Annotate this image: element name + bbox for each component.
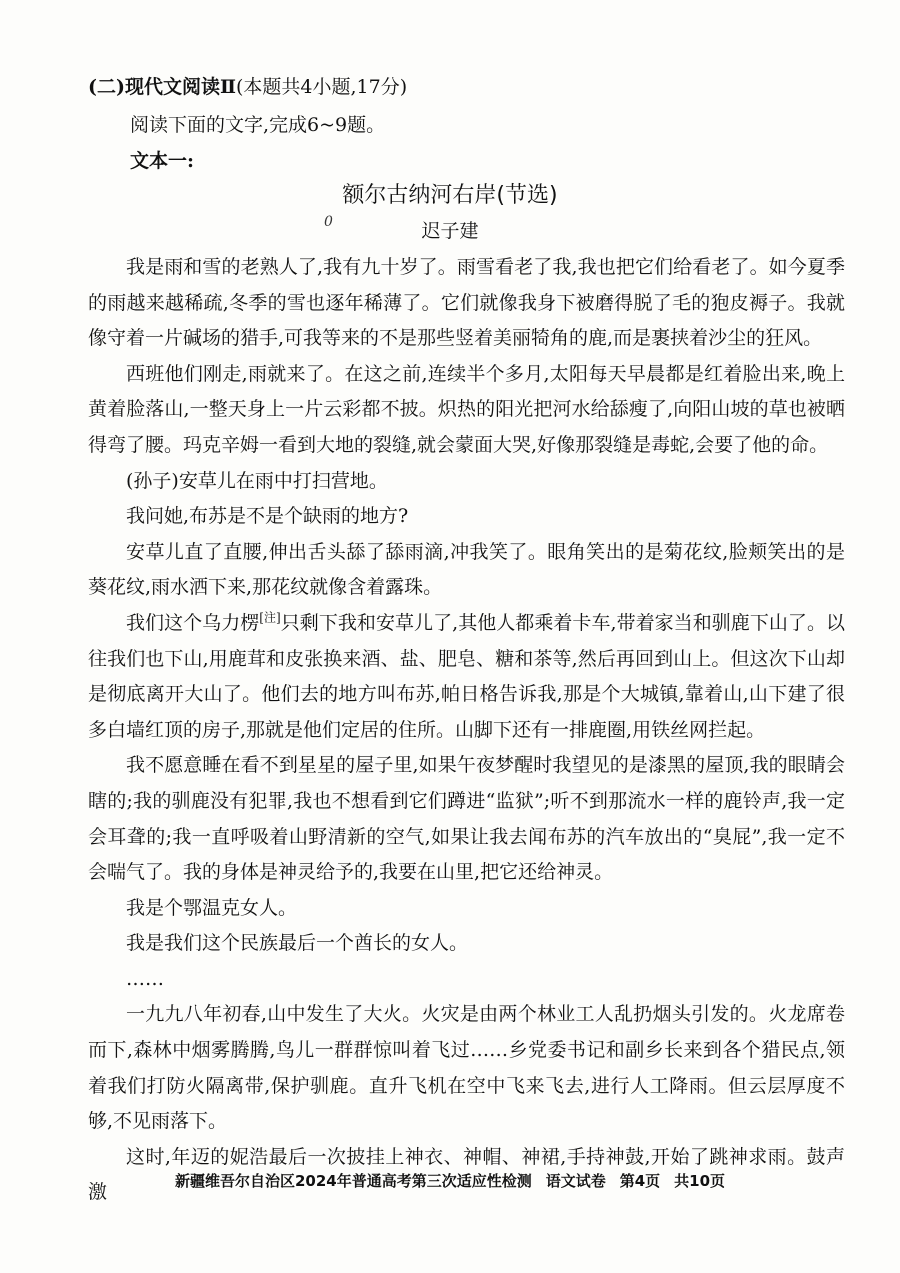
paragraph: 我是我们这个民族最后一个酋长的女人。 <box>126 932 469 955</box>
footer-exam-name: 新疆维吾尔自治区2024年普通高考第三次适应性检测 <box>174 1172 532 1190</box>
article-author: 迟子建 <box>421 220 479 242</box>
section-heading <box>88 73 407 101</box>
paragraph: 我问她,布苏是不是个缺雨的地方? <box>126 505 409 528</box>
article-body <box>88 250 845 1211</box>
footnote-marker: [注] <box>259 610 281 625</box>
section-title: (二)现代文阅读Ⅱ <box>88 76 236 98</box>
paragraph: (孙子)安草儿在雨中打扫营地。 <box>126 469 388 492</box>
reading-instruction: 阅读下面的文字,完成6~9题。 <box>130 114 386 136</box>
paragraph-with-footnote <box>88 606 845 748</box>
ellipsis-paragraph: …… <box>126 967 164 990</box>
paragraph: 一九九八年初春,山中发生了大火。火灾是由两个林业工人乱扔烟头引发的。火龙席卷而下,森林中烟雾腾腾,鸟儿一群群惊叫着飞过……乡党委书记和副乡长来到各个猎民点,领着我们打防火隔离带,保护驯鹿。直升飞机在空中飞来飞去,进行人工降雨。但云层厚度不够,不见雨落下。 <box>88 1003 845 1133</box>
paragraph: 安草儿直了直腰,伸出舌头舔了舔雨滴,冲我笑了。眼角笑出的是菊花纹,脸颊笑出的是葵花纹,雨水洒下来,那花纹就像含着露珠。 <box>88 540 845 599</box>
paragraph-text: 只剩下我和安草儿了,其他人都乘着卡车,带着家当和驯鹿下山了。以往我们也下山,用鹿茸和皮张换来酒、盐、肥皂、糖和茶等,然后再回到山上。但这次下山却是彻底离开大山了。他们去的地方叫布苏,帕日格告诉我,那是个大城镇,靠着山,山下建了很多白墙红顶的房子,那就是他们定居的住所。山脚下还有一排鹿圈,用铁丝网拦起。 <box>88 611 845 741</box>
stray-pen-mark: 0 <box>324 214 333 230</box>
section-score-note: (本题共4小题,17分) <box>236 76 408 98</box>
paragraph: 西班他们刚走,雨就来了。在这之前,连续半个多月,太阳每天早晨都是红着脸出来,晚上黄着脸落山,一整天身上一片云彩都不披。炽热的阳光把河水给舔瘦了,向阳山坡的草也被晒得弯了腰。玛克辛姆一看到大地的裂缝,就会蒙面大哭,好像那裂缝是毒蛇,会要了他的命。 <box>88 362 845 456</box>
text-label: 文本一: <box>130 150 195 172</box>
article-title: 额尔古纳河右岸(节选) <box>342 183 558 208</box>
paragraph-text: 我们这个乌力楞 <box>126 611 260 634</box>
footer-total-pages: 共10页 <box>674 1172 726 1190</box>
footer-subject: 语文试卷 <box>545 1172 606 1190</box>
paragraph: 我是个鄂温克女人。 <box>126 896 298 919</box>
paragraph: 我不愿意睡在看不到星星的屋子里,如果午夜梦醒时我望见的是漆黑的屋顶,我的眼睛会瞎的;我的驯鹿没有犯罪,我也不想看到它们蹲进“监狱”;听不到那流水一样的鹿铃声,我一定会耳聋的;我一直呼吸着山野清新的空气,如果让我去闻布苏的汽车放出的“臭屁”,我一定不会喘气了。我的身体是神灵给予的,我要在山里,把它还给神灵。 <box>88 754 845 884</box>
paragraph: 我是雨和雪的老熟人了,我有九十岁了。雨雪看老了我,我也把它们给看老了。如今夏季的雨越来越稀疏,冬季的雪也逐年稀薄了。它们就像我身下被磨得脱了毛的狍皮褥子。我就像守着一片碱场的猎手,可我等来的不是那些竖着美丽犄角的鹿,而是裹挟着沙尘的狂风。 <box>88 256 845 350</box>
footer-page-number: 第4页 <box>619 1172 661 1190</box>
page-footer <box>0 1170 900 1192</box>
paragraph: 这时,年迈的妮浩最后一次披挂上神衣、神帽、神裙,手持神鼓,开始了跳神求雨。鼓声激 <box>88 1145 845 1204</box>
